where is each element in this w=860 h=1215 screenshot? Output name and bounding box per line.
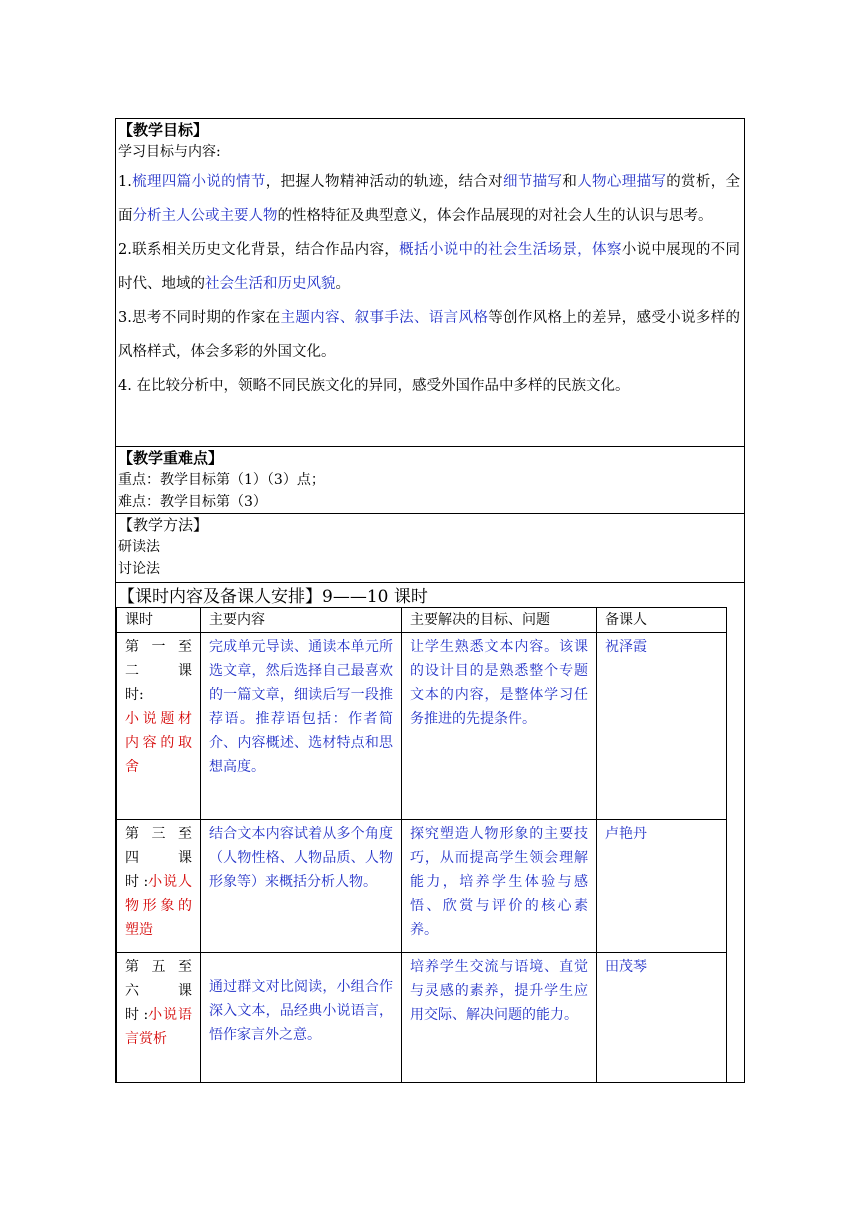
lesson-topic: 小说题材内容的取舍	[125, 711, 192, 775]
method-item: 讨论法	[118, 561, 160, 577]
teacher-cell: 卢艳丹	[597, 820, 727, 953]
content-cell: 通过群文对比阅读，小组合作深入文本，品经典小说语言，悟作家言外之意。	[201, 953, 402, 1083]
lesson-cell: 第 三 至 四 课 时 : 小说人物形象的塑造	[117, 820, 201, 953]
lesson-topic: 小说语言赏析	[125, 1007, 192, 1047]
table-row	[117, 633, 727, 820]
column-header: 备课人	[597, 608, 727, 633]
goal-cell: 让学生熟悉文本内容。该课的设计目的是熟悉整个专题文本的内容，是整体学习任务推进的先提条件。	[402, 633, 597, 820]
table-header-row	[117, 608, 727, 633]
goal-cell: 培养学生交流与语境、直觉与灵感的素养，提升学生应用交际、解决问题的能力。	[402, 953, 597, 1083]
teacher-cell: 祝泽霞	[597, 633, 727, 820]
key-points-header: 【教学重难点】	[118, 449, 224, 467]
methods-header: 【教学方法】	[118, 516, 209, 534]
methods-section	[116, 514, 744, 583]
goal-cell: 探究塑造人物形象的主要技巧，从而提高学生领会理解能力，培养学生体验与感悟、欣赏与评价的核心素养。	[402, 820, 597, 953]
objective-4: 4. 在比较分析中，领略不同民族文化的异同，感受外国作品中多样的民族文化。	[118, 378, 630, 394]
table-row	[117, 820, 727, 953]
content-cell: 结合文本内容试着从多个角度（人物性格、人物品质、人物形象等）来概括分析人物。	[201, 820, 402, 953]
table-row	[117, 953, 727, 1083]
teacher-cell: 田茂琴	[597, 953, 727, 1083]
lesson-topic: 小说人物形象的塑造	[125, 874, 192, 938]
objective-3: 3.思考不同时期的作家在主题内容、叙事手法、语言风格等创作风格上的差异，感受小说多样的风格样式，体会多彩的外国文化。	[118, 310, 741, 360]
method-item: 研读法	[118, 539, 160, 555]
lesson-cell: 第 五 至 六 课 时 : 小说语言赏析	[117, 953, 201, 1083]
objectives-header: 【教学目标】	[118, 121, 209, 139]
focus-line: 重点：教学目标第（1）（3）点；	[118, 472, 325, 488]
schedule-table	[116, 607, 727, 1083]
key-points-section	[116, 447, 744, 514]
objectives-section	[116, 119, 744, 447]
column-header: 课时	[117, 608, 201, 633]
schedule-title: 【课时内容及备课人安排】9——10 课时	[118, 587, 428, 607]
objective-1: 1.梳理四篇小说的情节，把握人物精神活动的轨迹，结合对细节描写和人物心理描写的赏析，全面分析主人公或主要人物的性格特征及典型意义，体会作品展现的对社会人生的认识与思考。	[118, 174, 741, 224]
content-cell: 完成单元导读、通读本单元所选文章，然后选择自己最喜欢的一篇文章，细读后写一段推荐语。推荐语包括：作者简介、内容概述、选材特点和思想高度。	[201, 633, 402, 820]
lesson-plan-frame	[115, 118, 745, 1083]
column-header: 主要解决的目标、问题	[402, 608, 597, 633]
column-header: 主要内容	[201, 608, 402, 633]
objectives-subtitle: 学习目标与内容:	[118, 144, 221, 160]
difficulty-line: 难点：教学目标第（3）	[118, 494, 267, 510]
objective-2: 2.联系相关历史文化背景，结合作品内容，概括小说中的社会生活场景，体察小说中展现的不同时代、地域的社会生活和历史风貌。	[118, 242, 741, 292]
lesson-cell: 第 一 至 二 课 时: 小说题材内容的取舍	[117, 633, 201, 820]
